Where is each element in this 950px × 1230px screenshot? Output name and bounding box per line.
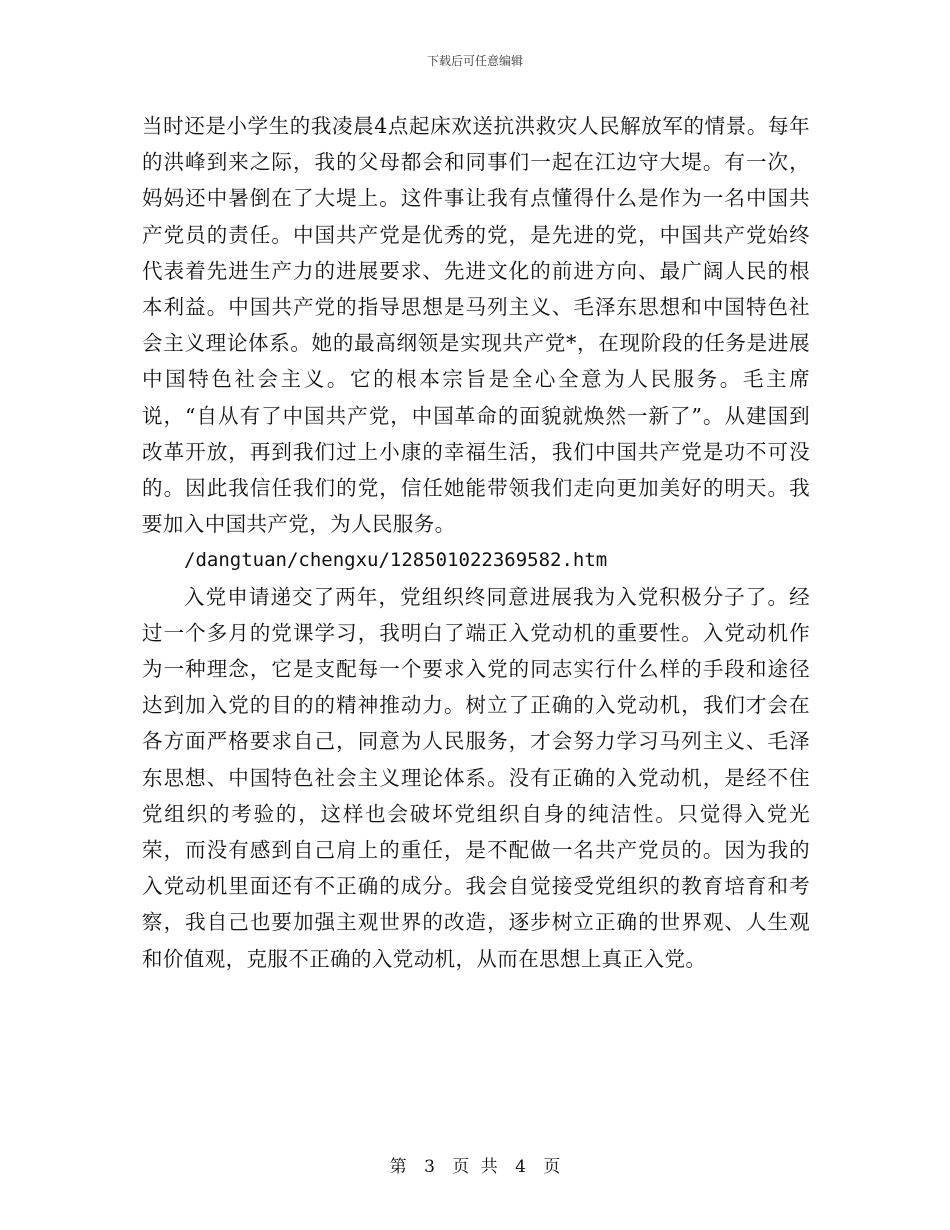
page-header-note: 下载后可任意编辑 [426,54,523,68]
document-body [142,108,810,977]
paragraph-1: 当时还是小学生的我凌晨4点起床欢送抗洪救灾人民解放军的情景。每年的洪峰到来之际，我的父母都会和同事们一起在江边守大堤。有一次，妈妈还中暑倒在了大堤上。这件事让我有点懂得什么是作为一名中国共产党员的责任。中国共产党是优秀的党，是先进的党，中国共产党始终代表着先进生产力的进展要求、先进文化的前进方向、最广阔人民的根本利益。中国共产党的指导思想是马列主义、毛泽东思想和中国特色社会主义理论体系。她的最高纲领是实现共产党*，在现阶段的任务是进展中国特色社会主义。它的根本宗旨是全心全意为人民服务。毛主席说，“自从有了中国共产党，中国革命的面貌就焕然一新了”。从建国到改革开放，再到我们过上小康的幸福生活，我们中国共产党是功不可没的。因此我信任我们的党，信任她能带领我们走向更加美好的明天。我要加入中国共产党，为人民服务。 [142,114,810,537]
footer-middle: 页 共 [452,1157,498,1177]
footer-total-pages: 4 [515,1157,526,1177]
footer-page-number: 3 [424,1157,435,1177]
footer-suffix: 页 [543,1157,561,1177]
paragraph-2: 入党申请递交了两年，党组织终同意进展我为入党积极分子了。经过一个多月的党课学习，我明白了端正入党动机的重要性。入党动机作为一种理念，它是支配每一个要求入党的同志实行什么样的手段和途径达到加入党的目的的精神推动力。树立了正确的入党动机，我们才会在各方面严格要求自己，同意为人民服务，才会努力学习马列主义、毛泽东思想、中国特色社会主义理论体系。没有正确的入党动机，是经不住党组织的考验的，这样也会破坏党组织自身的纯洁性。只觉得入党光荣，而没有感到自己肩上的重任，是不配做一名共产党员的。因为我的入党动机里面还有不正确的成分。我会自觉接受党组织的教育培育和考察，我自己也要加强主观世界的改造，逐步树立正确的世界观、人生观和价值观，克服不正确的入党动机，从而在思想上真正入党。 [142,584,810,971]
page-footer [0,1152,950,1177]
footer-prefix: 第 [389,1157,407,1177]
url-line: /dangtuan/chengxu/128501022369582.htm [184,549,608,572]
